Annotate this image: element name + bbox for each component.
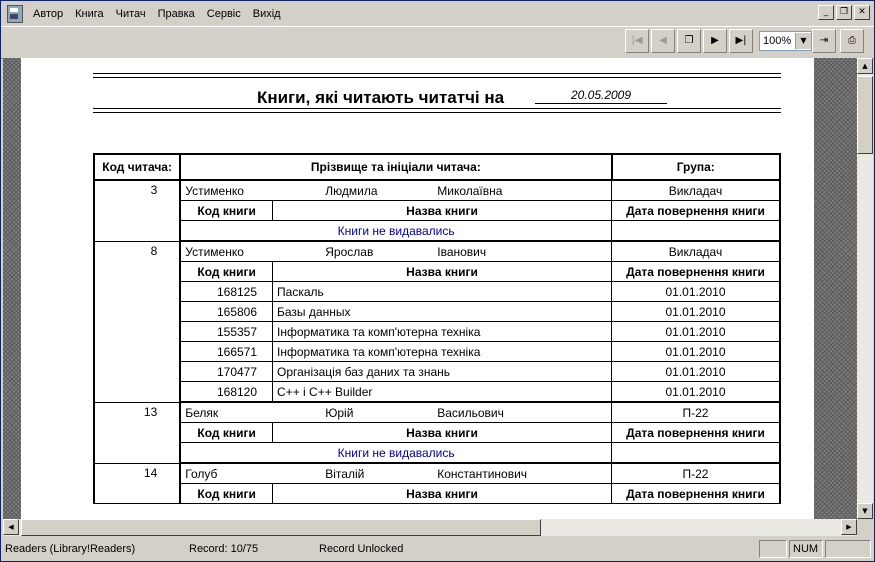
subheader-book-title: Назва книги bbox=[273, 423, 612, 443]
header-group: Група: bbox=[612, 154, 781, 180]
reader-last-name: Голуб bbox=[185, 466, 218, 481]
reader-name bbox=[180, 463, 611, 484]
subheader-return-date: Дата повернення книги bbox=[612, 262, 781, 282]
status-record: Record: 10/75 bbox=[189, 543, 259, 555]
status-num: NUM bbox=[789, 540, 823, 558]
no-books-row bbox=[94, 221, 780, 242]
reader-first-name: Віталій bbox=[325, 466, 365, 481]
reader-middle-name: Константинович bbox=[437, 466, 528, 481]
menu-book[interactable]: Книга bbox=[75, 7, 104, 20]
status-bar bbox=[1, 537, 874, 561]
reader-row bbox=[94, 180, 780, 201]
reader-group: П-22 bbox=[612, 402, 781, 423]
book-row bbox=[94, 282, 780, 302]
exit-icon[interactable]: ⇥ bbox=[812, 29, 836, 53]
subheader-return-date: Дата повернення книги bbox=[612, 201, 781, 221]
book-title: Інформатика та комп'ютерна техніка bbox=[273, 342, 612, 362]
book-title: Паскаль bbox=[273, 282, 612, 302]
title-rule bbox=[93, 108, 781, 109]
subheader-return-date: Дата повернення книги bbox=[612, 423, 781, 443]
book-return-date: 01.01.2010 bbox=[612, 342, 781, 362]
book-return-date: 01.01.2010 bbox=[612, 282, 781, 302]
reader-name-parts bbox=[185, 406, 607, 420]
book-code: 155357 bbox=[180, 322, 272, 342]
books-subheader-row bbox=[94, 423, 780, 443]
restore-button[interactable]: ❐ bbox=[836, 5, 852, 20]
reader-row bbox=[94, 241, 780, 262]
reader-last-name: Устименко bbox=[185, 183, 244, 198]
report-table-body bbox=[94, 154, 780, 504]
scroll-down-icon[interactable]: ▼ bbox=[857, 503, 873, 519]
chevron-down-icon[interactable]: ▼ bbox=[795, 33, 811, 49]
report-page bbox=[21, 58, 814, 519]
table-header-row bbox=[94, 154, 780, 180]
reader-group: П-22 bbox=[612, 463, 781, 484]
preview-area bbox=[3, 58, 857, 519]
close-button[interactable]: ✕ bbox=[854, 5, 870, 20]
subheader-book-code: Код книги bbox=[180, 423, 272, 443]
subheader-book-title: Назва книги bbox=[273, 201, 612, 221]
books-subheader-row bbox=[94, 201, 780, 221]
reader-name bbox=[180, 180, 611, 201]
reader-name bbox=[180, 402, 611, 423]
book-code: 165806 bbox=[180, 302, 272, 322]
book-row bbox=[94, 322, 780, 342]
prev-page-icon[interactable]: ◀ bbox=[651, 29, 675, 53]
book-row bbox=[94, 382, 780, 403]
menu-author[interactable]: Автор bbox=[33, 7, 64, 20]
subheader-book-title: Назва книги bbox=[273, 484, 612, 504]
report-date: 20.05.2009 bbox=[535, 88, 667, 104]
reader-middle-name: Іванович bbox=[437, 244, 487, 259]
book-code: 166571 bbox=[180, 342, 272, 362]
reader-name-parts bbox=[185, 184, 607, 198]
minimize-button[interactable]: _ bbox=[818, 5, 834, 20]
report-title: Книги, які читають читатчі на bbox=[257, 88, 505, 107]
no-books-empty-cell bbox=[612, 443, 781, 464]
reader-first-name: Ярослав bbox=[325, 244, 374, 259]
scroll-left-icon[interactable]: ◀ bbox=[3, 519, 19, 535]
header-reader-name: Прізвище та ініціали читача: bbox=[180, 154, 611, 180]
top-rule bbox=[93, 73, 781, 74]
header-reader-code: Код читача: bbox=[94, 154, 180, 180]
subheader-book-title: Назва книги bbox=[273, 262, 612, 282]
horizontal-scroll-thumb[interactable] bbox=[21, 519, 541, 536]
reader-first-name: Людмила bbox=[325, 183, 378, 198]
status-source: Readers (Library!Readers) bbox=[5, 543, 136, 555]
reader-name-parts bbox=[185, 245, 607, 259]
reader-last-name: Беляк bbox=[185, 405, 219, 420]
title-rule-2 bbox=[93, 112, 781, 113]
reader-code: 13 bbox=[94, 402, 180, 463]
menu-service[interactable]: Сервіс bbox=[206, 7, 241, 20]
scroll-right-icon[interactable]: ▶ bbox=[841, 519, 857, 535]
book-return-date: 01.01.2010 bbox=[612, 302, 781, 322]
scroll-up-icon[interactable]: ▲ bbox=[857, 58, 873, 74]
reader-name-parts bbox=[185, 467, 607, 481]
book-row bbox=[94, 302, 780, 322]
book-title: Організація баз даних та знань bbox=[273, 362, 612, 382]
book-code: 168125 bbox=[180, 282, 272, 302]
book-row bbox=[94, 342, 780, 362]
book-code: 168120 bbox=[180, 382, 272, 403]
reader-code: 8 bbox=[94, 241, 180, 402]
reader-first-name: Юрій bbox=[325, 405, 354, 420]
subheader-book-code: Код книги bbox=[180, 201, 272, 221]
next-page-icon[interactable]: ▶ bbox=[703, 29, 727, 53]
menu-edit[interactable]: Правка bbox=[157, 7, 195, 20]
zoom-select[interactable] bbox=[759, 31, 812, 51]
no-books-empty-cell bbox=[612, 221, 781, 242]
book-title: Інформатика та комп'ютерна техніка bbox=[273, 322, 612, 342]
reader-last-name: Устименко bbox=[185, 244, 244, 259]
no-books-row bbox=[94, 443, 780, 464]
top-rule-2 bbox=[93, 77, 781, 78]
menu-reader[interactable]: Читач bbox=[115, 7, 146, 20]
book-title: Базы данных bbox=[273, 302, 612, 322]
menu-bar bbox=[1, 1, 874, 26]
vertical-scrollbar[interactable] bbox=[857, 58, 873, 519]
book-return-date: 01.01.2010 bbox=[612, 322, 781, 342]
reader-middle-name: Миколаївна bbox=[437, 183, 503, 198]
printer-icon[interactable]: ⎙ bbox=[840, 29, 864, 53]
report-table bbox=[93, 153, 781, 504]
vertical-scroll-thumb[interactable] bbox=[857, 76, 873, 154]
no-books-label: Книги не видавались bbox=[180, 443, 611, 464]
status-lock: Record Unlocked bbox=[319, 543, 404, 555]
book-title: C++ і C++ Builder bbox=[273, 382, 612, 403]
scrollbar-corner bbox=[857, 519, 873, 536]
last-page-icon[interactable]: ▶| bbox=[729, 29, 753, 53]
status-panel-empty bbox=[759, 540, 787, 558]
books-subheader-row bbox=[94, 484, 780, 504]
two-pages-icon[interactable]: ❐ bbox=[677, 29, 701, 53]
reader-group: Викладач bbox=[612, 180, 781, 201]
subheader-book-code: Код книги bbox=[180, 484, 272, 504]
subheader-return-date: Дата повернення книги bbox=[612, 484, 781, 504]
book-row bbox=[94, 362, 780, 382]
first-page-icon[interactable]: |◀ bbox=[625, 29, 649, 53]
zoom-value: 100% bbox=[763, 35, 792, 47]
books-subheader-row bbox=[94, 262, 780, 282]
reader-name bbox=[180, 241, 611, 262]
reader-row bbox=[94, 463, 780, 484]
reader-code: 14 bbox=[94, 463, 180, 504]
app-icon[interactable] bbox=[7, 5, 23, 23]
book-code: 170477 bbox=[180, 362, 272, 382]
status-panel-extra bbox=[825, 540, 871, 558]
reader-group: Викладач bbox=[612, 241, 781, 262]
subheader-book-code: Код книги bbox=[180, 262, 272, 282]
menu-exit[interactable]: Вихід bbox=[252, 7, 281, 20]
reader-middle-name: Васильович bbox=[437, 405, 504, 420]
reader-code: 3 bbox=[94, 180, 180, 241]
toolbar bbox=[1, 26, 874, 59]
horizontal-scrollbar[interactable] bbox=[3, 519, 857, 536]
book-return-date: 01.01.2010 bbox=[612, 382, 781, 403]
book-return-date: 01.01.2010 bbox=[612, 362, 781, 382]
reader-row bbox=[94, 402, 780, 423]
no-books-label: Книги не видавались bbox=[180, 221, 611, 242]
